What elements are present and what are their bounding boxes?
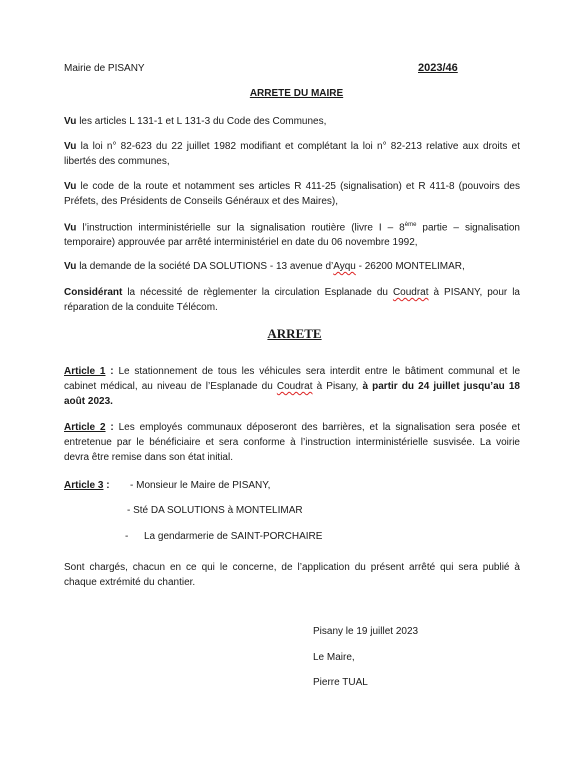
consideration-text: - 26200 MONTELIMAR, [355, 261, 465, 272]
article-label: Article 2 [64, 422, 106, 433]
article-label: Article 3 [64, 480, 104, 491]
reference-number: 2023/46 [418, 62, 458, 74]
consideration-text: la nécessité de règlementer la circulation Esplanade du [122, 287, 393, 298]
consideration-text: la demande de la société DA SOLUTIONS - 13 avenue d’ [76, 261, 334, 272]
consideration-lead: Vu [64, 141, 77, 152]
consideration-text: l’instruction interministérielle sur la signalisation routière (livre I – 8 [76, 222, 405, 234]
consideration-4 [64, 218, 520, 250]
consideration-text: partie – signalisation temporaire) approuvée par arrêté interministériel en date du 06 novembre 1992, [64, 222, 520, 249]
consideration-lead: Vu [64, 116, 77, 127]
decision-title: ARRETE [267, 326, 322, 341]
article-dates: à partir du 24 juillet jusqu’au 18 août 2023. [64, 381, 520, 407]
consideration-lead: Vu [64, 261, 77, 272]
superscript: ème [404, 222, 417, 228]
consideration-2 [64, 139, 520, 169]
consideration-text: les articles L 131-1 et L 131-3 du Code des Communes, [76, 116, 327, 127]
signature-role: Le Maire, [313, 652, 355, 663]
consideration-lead: Vu [64, 181, 77, 192]
article-text: Les employés communaux déposeront des barrières, et la signalisation sera posée et entretenue par le bénéficiaire et sera conforme à l’instruction interministérielle susvisée. La voirie devra être remise dans son état initial. [64, 422, 520, 463]
consideration-lead: Considérant [64, 287, 123, 298]
article-colon: : [105, 366, 114, 377]
article-3-item-3-dash: - [125, 531, 129, 542]
mairie-header: Mairie de PISANY [64, 63, 145, 74]
article-text: Le stationnement de tous les véhicules sera interdit entre le bâtiment communal et le cabinet médical, au niveau de l’Esplanade du [64, 366, 521, 392]
article-3-item-3: La gendarmerie de SAINT-PORCHAIRE [144, 531, 323, 542]
consideration-text: la loi n° 82-623 du 22 juillet 1982 modifiant et complétant la loi n° 82-213 relative aux droits et libertés des communes, [64, 141, 520, 167]
article-label: Article 1 [64, 366, 106, 377]
article-2 [64, 420, 520, 465]
spellcheck-word: Coudrat [276, 381, 313, 392]
signature-place-date: Pisany le 19 juillet 2023 [313, 626, 419, 637]
article-1 [64, 364, 520, 409]
spellcheck-word: Ayqu [333, 261, 356, 272]
consideration-1 [64, 114, 520, 129]
article-colon: : [105, 422, 114, 433]
consideration-lead: Vu [64, 222, 77, 234]
consideration-text: à PISANY, pour la réparation de la conduite Télécom. [64, 287, 520, 313]
consideration-3 [64, 179, 520, 209]
article-colon: : [103, 480, 110, 491]
consideration-6 [64, 285, 520, 315]
consideration-5 [64, 259, 520, 274]
document-title: ARRETE DU MAIRE [249, 88, 344, 99]
closing-paragraph: Sont chargés, chacun en ce qui le concerne, de l’application du présent arrêté qui sera publié à chaque extrémité du chantier. [64, 562, 520, 588]
consideration-text: le code de la route et notamment ses articles R 411-25 (signalisation) et R 411-8 (pouvoirs des Préfets, des Présidents de Conseils Généraux et des Maires), [64, 181, 520, 207]
article-3-heading [64, 478, 110, 493]
signature-name: Pierre TUAL [313, 677, 368, 688]
article-3-item-1: - Monsieur le Maire de PISANY, [130, 480, 271, 491]
spellcheck-word: Coudrat [392, 287, 429, 298]
article-text: à Pisany, [312, 381, 363, 392]
article-3-item-2: - Sté DA SOLUTIONS à MONTELIMAR [127, 505, 303, 516]
